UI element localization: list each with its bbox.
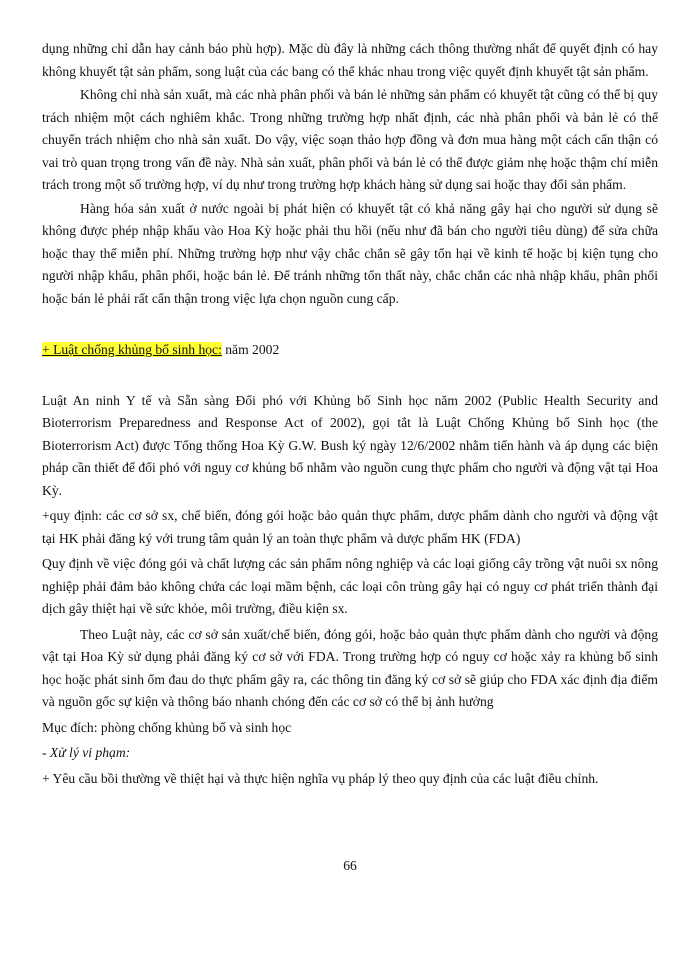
section-heading-title: Luật chống khủng bố sinh học: bbox=[53, 342, 222, 357]
document-page bbox=[42, 38, 658, 790]
paragraph-facility-registration: Theo Luật này, các cơ sở sản xuất/chế biến, đóng gói, hoặc bảo quản thực phẩm dành cho người và động vật tại Hoa Kỳ sử dụng phải đăng ký cơ sở với FDA. Trong trường hợp có nguy cơ hoặc xảy ra khủng bố sinh học hoặc phát sinh ốm đau do thực phẩm gây ra, các thông tin đăng ký cơ sở sẽ giúp cho FDA xác định địa điểm và nguồn gốc sự kiện và thông báo nhanh chóng đến các cơ sở có thể bị ảnh hưởng bbox=[42, 626, 658, 709]
section-heading bbox=[42, 339, 658, 362]
paragraph-bioterrorism-act-intro: Luật An ninh Y tế và Sẵn sàng Đối phó với Khủng bố Sinh học năm 2002 (Public Health Security and Bioterrorism Preparedness and Response Act of 2002), gọi tắt là Luật Chống Khủng bố Sinh học (the Bioterrorism Act) được Tổng thống Hoa Kỳ G.W. Bush ký ngày 12/6/2002 nhằm tiến hành và áp dụng các biện pháp cần thiết để đối phó với nguy cơ khủng bố nhằm vào nguồn cung thực phẩm cho người và động vật tại Hoa Kỳ. bbox=[42, 392, 658, 498]
section-heading-year: năm 2002 bbox=[221, 342, 280, 357]
paragraph-imported-goods: Hàng hóa sản xuất ở nước ngoài bị phát hiện có khuyết tật có khả năng gây hại cho người sử dụng sẽ không được phép nhập khẩu vào Hoa Kỳ hoặc phải thu hồi (nếu như đã bán cho người tiêu dùng) để sửa chữa hoặc thay thế miễn phí. Những trường hợp như vậy chắc chắn sẽ gây tổn hại về kinh tế hoặc bị kiện tụng cho người nhập khẩu, phân phối, hoặc bán lẻ. Để tránh những tổn thất này, chắc chắn các nhà nhập khẩu, phân phối hoặc bán lẻ phải rất cẩn thận trong việc lựa chọn nguồn cung cấp. bbox=[42, 200, 658, 306]
paragraph-distributor-liability: Không chỉ nhà sản xuất, mà các nhà phân phối và bán lẻ những sản phẩm có khuyết tật cũng có thể bị quy trách nhiệm một cách nghiêm khắc. Trong những trường hợp nhất định, các nhà phân phối và bản lẻ có thể chuyển trách nhiệm cho nhà sản xuất. Do vậy, việc soạn thảo hợp đồng và đơn mua hàng một cách cẩn thận có vai trò quan trọng trong vấn đề này. Nhà sản xuất, phân phối và bán lẻ có thể được giảm nhẹ hoặc thậm chí miễn trách trong một số trường hợp, ví dụ như trong trường hợp khách hàng sử dụng sai hoặc thay đổi sản phẩm. bbox=[42, 87, 658, 192]
paragraph-compensation: + Yêu cầu bồi thường về thiệt hại và thực hiện nghĩa vụ pháp lý theo quy định của các luật điều chỉnh. bbox=[42, 770, 599, 786]
paragraph-violation-handling: - Xử lý vi phạm: bbox=[42, 745, 131, 760]
paragraph-regulation-fda: +quy định: các cơ sở sx, chế biến, đóng gói hoặc bảo quản thực phẩm, dược phẩm dành cho người và động vật tại HK phải đăng ký với trung tâm quản lý an toàn thực phẩm và dược phẩm HK (FDA) bbox=[42, 508, 658, 546]
section-heading-highlight bbox=[42, 342, 222, 357]
page-number: 66 bbox=[343, 858, 357, 873]
paragraph-purpose: Mục đích: phòng chống khủng bố và sinh học bbox=[42, 719, 292, 735]
section-heading-plus: + bbox=[42, 342, 50, 357]
paragraph-product-defect-conclusion: dụng những chỉ dẫn hay cảnh báo phù hợp). Mặc dù đây là những cách thông thường nhất để quyết định có hay không khuyết tật sản phẩm, song luật của các bang có thể khác nhau trong việc quyết định khuyết tật sản phẩm. bbox=[42, 41, 658, 79]
paragraph-packaging-quality: Quy định về việc đóng gói và chất lượng các sản phẩm nông nghiệp và các loại giống cây trồng vật nuôi sx nông nghiệp phải đảm bảo không chứa các loại mầm bệnh, các loại côn trùng gây hại có nguy cơ phát triển thành đại dịch gây thiệt hại về sức khỏe, môi trường, điều kiện sx. bbox=[42, 556, 658, 616]
